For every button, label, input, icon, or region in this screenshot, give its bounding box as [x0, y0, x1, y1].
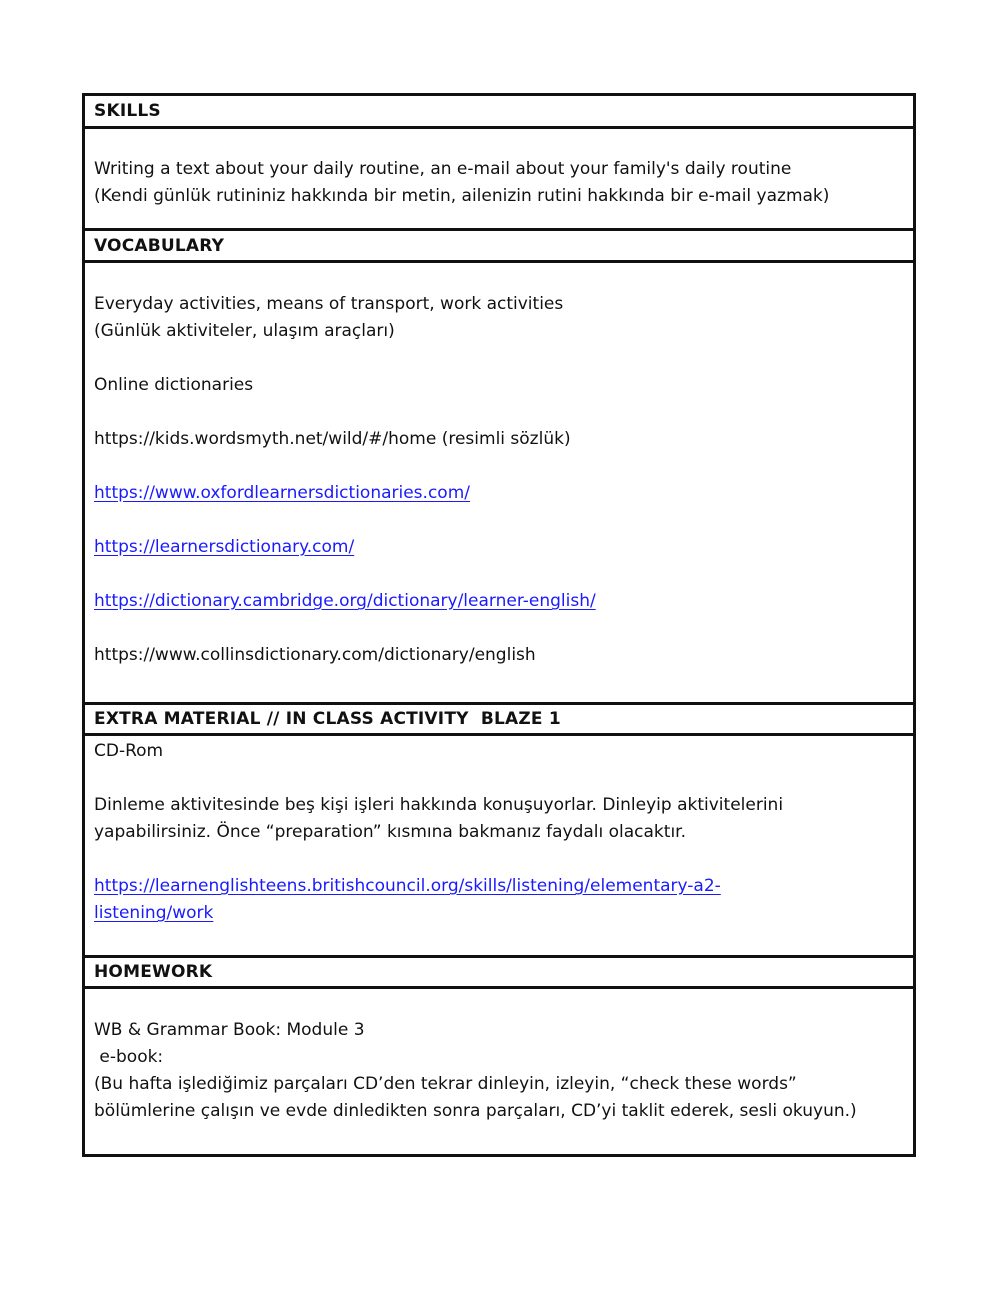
- homework-note-line2: bölümlerine çalışın ve evde dinledikten sonra parçaları, CD’yi taklit ederek, sesli okuyun.): [94, 1101, 857, 1121]
- oxford-dictionary-link[interactable]: https://www.oxfordlearnersdictionaries.com/: [94, 483, 470, 503]
- vocabulary-header-text: VOCABULARY: [94, 235, 225, 256]
- homework-note-line1: (Bu hafta işlediğimiz parçaları CD’den tekrar dinleyin, izleyin, “check these words”: [94, 1074, 797, 1094]
- online-dictionaries-label: Online dictionaries: [94, 375, 254, 395]
- extra-material-header-text: EXTRA MATERIAL // IN CLASS ACTIVITY BLAZE 1: [94, 709, 561, 729]
- skills-body: [85, 129, 913, 231]
- extra-material-body: [85, 736, 913, 958]
- homework-header-text: HOMEWORK: [94, 962, 213, 982]
- listening-description-line1: Dinleme aktivitesinde beş kişi işleri hakkında konuşuyorlar. Dinleyip aktivitelerini: [94, 795, 784, 815]
- skills-line-turkish: (Kendi günlük rutininiz hakkında bir metin, ailenizin rutini hakkında bir e-mail yazmak): [94, 186, 830, 206]
- vocabulary-topics: Everyday activities, means of transport, work activities: [94, 294, 564, 314]
- collins-dictionary-url: https://www.collinsdictionary.com/dictionary/english: [94, 645, 536, 665]
- vocabulary-body: [85, 263, 913, 705]
- wordsmyth-url: https://kids.wordsmyth.net/wild/#/home (resimli sözlük): [94, 429, 571, 449]
- skills-header-text: SKILLS: [94, 101, 161, 121]
- vocabulary-topics-turkish: (Günlük aktiviteler, ulaşım araçları): [94, 321, 395, 341]
- skills-line-english: Writing a text about your daily routine, an e-mail about your family's daily routine: [94, 159, 792, 179]
- cd-rom-label: CD-Rom: [94, 741, 164, 761]
- homework-header: [85, 958, 913, 989]
- skills-header: [85, 96, 913, 129]
- ebook-label: e-book:: [94, 1047, 164, 1067]
- vocabulary-header: [85, 231, 913, 263]
- british-council-link-part2[interactable]: listening/work: [94, 903, 214, 923]
- listening-description-line2: yapabilirsiniz. Önce “preparation” kısmına bakmanız faydalı olacaktır.: [94, 822, 686, 842]
- workbook-assignment: WB & Grammar Book: Module 3: [94, 1020, 365, 1040]
- british-council-link-part1[interactable]: https://learnenglishteens.britishcouncil.org/skills/listening/elementary-a2-: [94, 876, 721, 896]
- homework-body: [85, 989, 913, 1154]
- extra-material-header: [85, 705, 913, 736]
- cambridge-dictionary-link[interactable]: https://dictionary.cambridge.org/dictionary/learner-english/: [94, 591, 596, 611]
- lesson-plan-table: [82, 93, 916, 1157]
- learners-dictionary-link[interactable]: https://learnersdictionary.com/: [94, 537, 355, 557]
